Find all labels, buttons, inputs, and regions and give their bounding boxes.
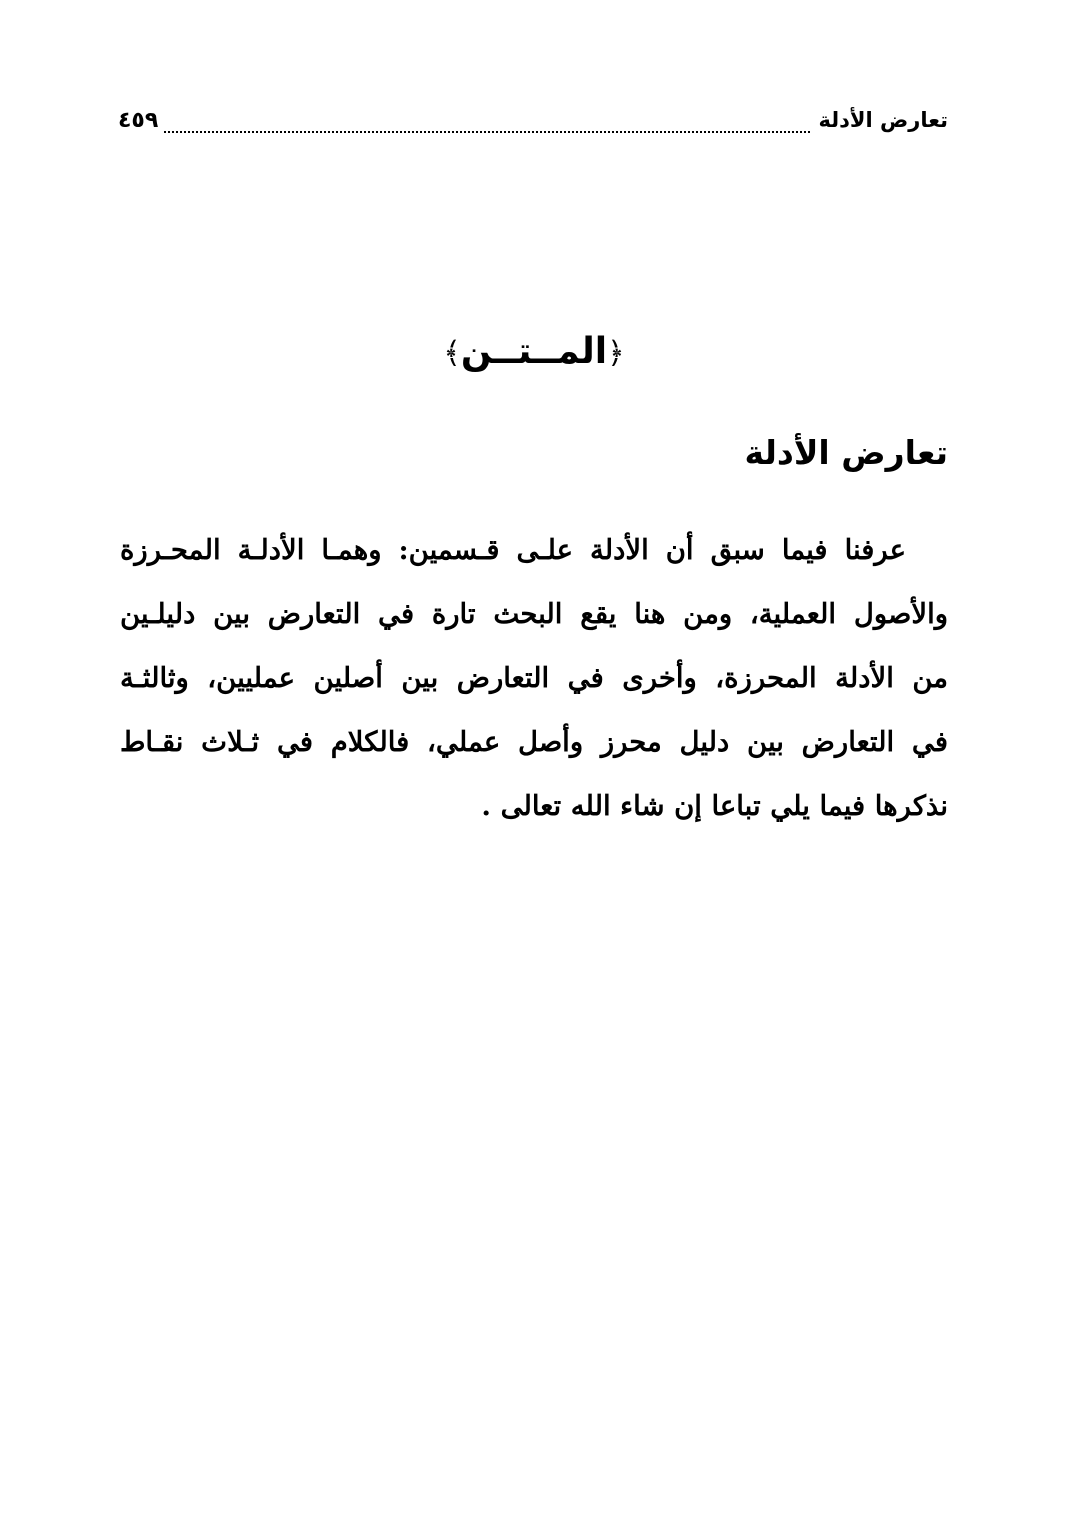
running-header bbox=[118, 108, 948, 142]
body-paragraph bbox=[120, 518, 948, 838]
section-title: المــتــن bbox=[460, 331, 608, 372]
paragraph-line: من الأدلة المحرزة، وأخرى في التعارض بين أصلين عمليين، وثالثـة bbox=[120, 662, 948, 694]
paragraph-line: في التعارض بين دليل محرز وأصل عملي، فالكلام في ثـلاث نقـاط bbox=[120, 726, 948, 758]
running-title: تعارض الأدلة bbox=[818, 108, 948, 132]
page-number: ٤٥٩ bbox=[118, 108, 159, 133]
dot-leader bbox=[164, 131, 810, 133]
paragraph-line: والأصول العملية، ومن هنا يقع البحث تارة في التعارض بين دليلـين bbox=[120, 598, 948, 630]
paragraph-line: عرفنا فيما سبق أن الأدلة علـى قـسمين: وهمـا الأدلـة المحـرزة bbox=[120, 534, 906, 566]
subheading: تعارض الأدلة bbox=[744, 433, 948, 472]
paragraph-line: نذكرها فيما يلي تباعا إن شاء الله تعالى . bbox=[481, 790, 948, 822]
section-heading bbox=[0, 322, 1068, 384]
ornate-bracket-left-icon: ﴾ bbox=[443, 336, 461, 371]
ornate-bracket-right-icon: ﴿ bbox=[607, 336, 625, 371]
